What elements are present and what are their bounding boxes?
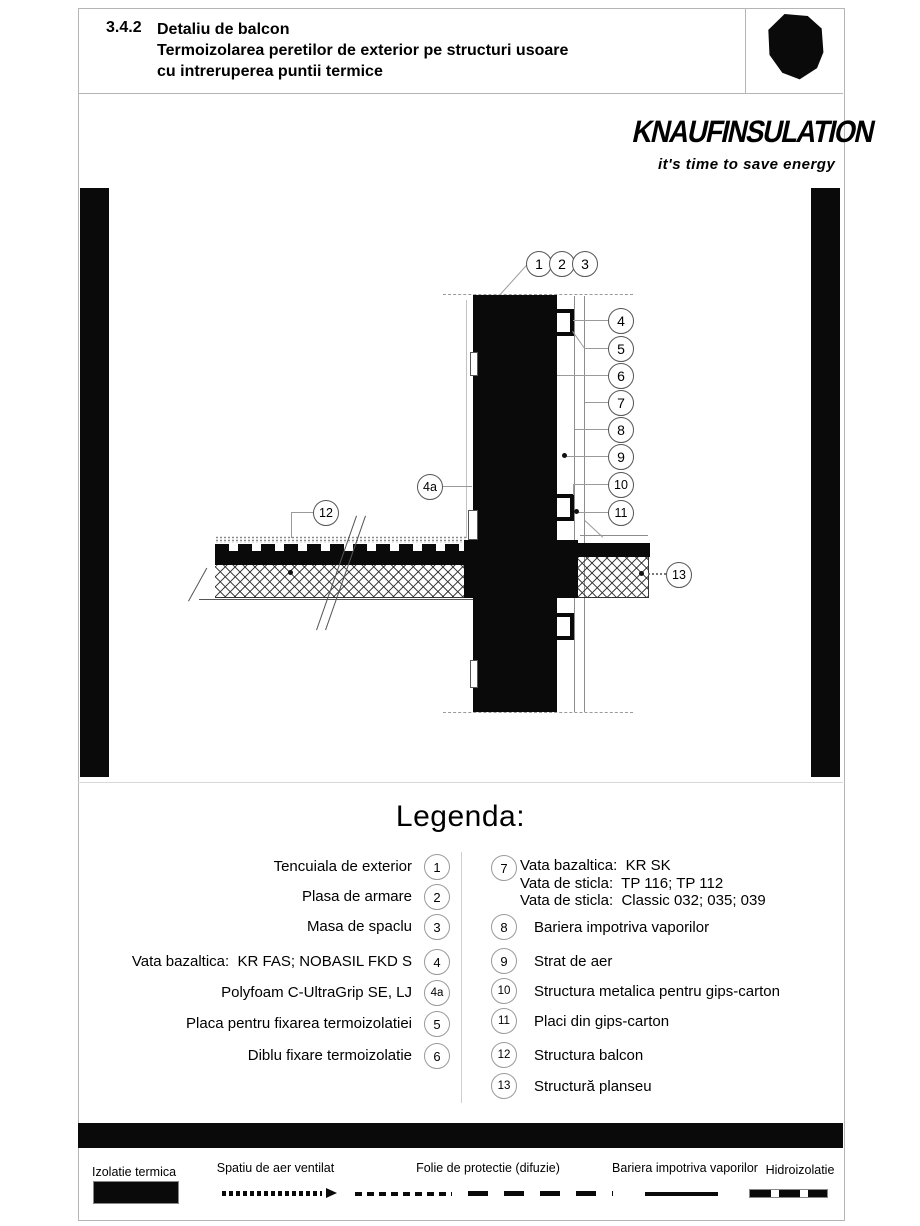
legend-item-5-text: Placa pentru fixarea termoizolatiei bbox=[186, 1015, 412, 1032]
callout-7-label: 7 bbox=[617, 395, 625, 411]
legend-item-4a-num-label: 4a bbox=[430, 987, 444, 999]
legend-item-2 bbox=[84, 885, 452, 909]
fixing-plate-notch-mid bbox=[468, 510, 478, 540]
legend-item-10 bbox=[491, 979, 831, 1003]
callout-11-label: 11 bbox=[614, 505, 628, 520]
footer-bar bbox=[78, 1123, 843, 1148]
legend-item-12-text: Structura balcon bbox=[534, 1046, 644, 1064]
legend-item-7-line2: Vata de sticla: TP 116; TP 112 bbox=[520, 874, 724, 892]
legend-item-2-text: Plasa de armare bbox=[301, 888, 412, 905]
legend-item-12-number bbox=[491, 1042, 517, 1068]
legend-item-1-text: Tencuiala de exterior bbox=[273, 858, 412, 875]
callout-3-label: 3 bbox=[581, 256, 589, 272]
legend-item-11-number bbox=[491, 1008, 517, 1034]
legend-item-5 bbox=[84, 1012, 452, 1036]
callout-5-label: 5 bbox=[617, 341, 625, 357]
legend-item-1 bbox=[84, 855, 452, 879]
legend-item-2-num-label: 2 bbox=[433, 889, 441, 905]
footer-symbol-aer-label: Spatiu de aer ventilat bbox=[216, 1161, 335, 1175]
footer-symbol-bariera-label: Bariera impotriva vaporilor bbox=[612, 1161, 758, 1175]
legend-item-12-num-label: 12 bbox=[497, 1049, 511, 1061]
legend-item-3 bbox=[84, 915, 452, 939]
knauf-insulation-logo: KNAUFINSULATION bbox=[629, 114, 878, 149]
callout-8-label: 8 bbox=[617, 422, 625, 438]
legend-title: Legenda: bbox=[395, 800, 526, 833]
waterproofing-dashes bbox=[749, 1189, 828, 1198]
legend-item-12 bbox=[491, 1043, 831, 1067]
legend-item-13-num-label: 13 bbox=[497, 1080, 511, 1092]
callout-6-label: 6 bbox=[617, 368, 625, 384]
legend-item-5-num-label: 5 bbox=[433, 1016, 441, 1032]
legend-item-13-number bbox=[491, 1073, 517, 1099]
legend-item-11-text: Placi din gips-carton bbox=[534, 1012, 670, 1030]
legend-item-11-num-label: 11 bbox=[498, 1015, 510, 1027]
legend-item-9-number bbox=[491, 948, 517, 974]
legend-item-8-number bbox=[491, 914, 517, 940]
callout-4a-label: 4a bbox=[423, 479, 437, 494]
legend-item-4a-number bbox=[424, 980, 450, 1006]
legend-left-column bbox=[84, 0, 454, 1120]
legend-item-4-text: Vata bazaltica: KR FAS; NOBASIL FKD S bbox=[131, 953, 412, 970]
legend-item-8-text: Bariera impotriva vaporilor bbox=[534, 918, 710, 936]
legend-item-8-num-label: 8 bbox=[500, 919, 508, 935]
ventilated-air-arrow-icon bbox=[326, 1188, 337, 1198]
footer-legend bbox=[78, 1148, 843, 1219]
callout-4-label: 4 bbox=[617, 313, 625, 329]
title-line-3: cu intreruperea puntii termice bbox=[157, 63, 383, 80]
callout-1-label: 1 bbox=[535, 256, 543, 272]
legend-item-3-num-label: 3 bbox=[433, 919, 441, 935]
fixing-plate-notch-upper bbox=[470, 352, 478, 376]
legend-item-9-text: Strat de aer bbox=[534, 952, 613, 970]
title-line-1: Detaliu de balcon bbox=[157, 21, 290, 38]
legend-item-2-number bbox=[424, 884, 450, 910]
legend-item-4-number bbox=[424, 949, 450, 975]
ventilated-air-dots bbox=[222, 1191, 322, 1196]
legend-item-13-text: Structură planseu bbox=[534, 1077, 652, 1095]
callout-2-label: 2 bbox=[558, 256, 566, 272]
legend-item-4 bbox=[84, 950, 452, 974]
legend-item-4a bbox=[84, 981, 452, 1005]
legend-item-3-text: Masa de spaclu bbox=[306, 918, 412, 935]
section-number: 3.4.2 bbox=[106, 19, 142, 36]
legend-item-7-line3: Vata de sticla: Classic 032; 035; 039 bbox=[520, 892, 766, 909]
footer-symbol-folie-label: Folie de protectie (difuzie) bbox=[416, 1161, 560, 1175]
callout-10-label: 10 bbox=[614, 477, 628, 492]
legend-item-10-num-label: 10 bbox=[497, 985, 511, 997]
legend-item-6-number bbox=[424, 1043, 450, 1069]
legend-item-7-num-label: 7 bbox=[500, 860, 508, 876]
legend-item-4a-text: Polyfoam C-UltraGrip SE, LJ bbox=[221, 984, 412, 1001]
legend-item-7-number bbox=[491, 855, 517, 881]
legend-item-4-num-label: 4 bbox=[433, 954, 441, 970]
fixing-plate-notch-lower bbox=[470, 660, 478, 688]
protection-foil-coarse-dashes bbox=[468, 1191, 613, 1196]
legend-item-11 bbox=[491, 1009, 831, 1033]
title-line-2: Termoizolarea peretilor de exterior pe structuri usoare bbox=[157, 42, 569, 59]
callout-9-label: 9 bbox=[617, 449, 625, 465]
legend-item-9 bbox=[491, 949, 831, 973]
legend-item-1-num-label: 1 bbox=[433, 859, 441, 875]
legend-item-3-number bbox=[424, 914, 450, 940]
legend-item-6-num-label: 6 bbox=[433, 1048, 441, 1064]
thermal-insulation-swatch bbox=[93, 1181, 179, 1204]
legend-column-divider bbox=[461, 852, 462, 1103]
callout-12-label: 12 bbox=[319, 505, 333, 520]
footer-symbol-hidro-label: Hidroizolatie bbox=[765, 1163, 835, 1177]
legend-item-7-line1: Vata bazaltica: KR SK bbox=[520, 857, 671, 874]
callout-13-label: 13 bbox=[672, 567, 686, 582]
protection-foil-fine-dashes bbox=[355, 1192, 452, 1196]
footer-symbol-izolatie-label: Izolatie termica bbox=[92, 1165, 177, 1179]
vapor-barrier-line bbox=[645, 1192, 718, 1196]
legend-item-8 bbox=[491, 915, 831, 939]
legend-item-1-number bbox=[424, 854, 450, 880]
legend-right-column bbox=[491, 0, 878, 1120]
legend-item-10-text: Structura metalica pentru gips-carton bbox=[534, 982, 780, 1000]
legend-item-10-number bbox=[491, 978, 517, 1004]
legend-item-6-text: Diblu fixare termoizolatie bbox=[247, 1047, 412, 1064]
witness-line-left bbox=[466, 300, 467, 538]
legend-item-9-num-label: 9 bbox=[500, 953, 508, 969]
legend-item-6 bbox=[84, 1044, 452, 1068]
legend-item-13 bbox=[491, 1074, 831, 1098]
brand-tagline: it's time to save energy bbox=[658, 156, 836, 173]
legend-item-5-number bbox=[424, 1011, 450, 1037]
